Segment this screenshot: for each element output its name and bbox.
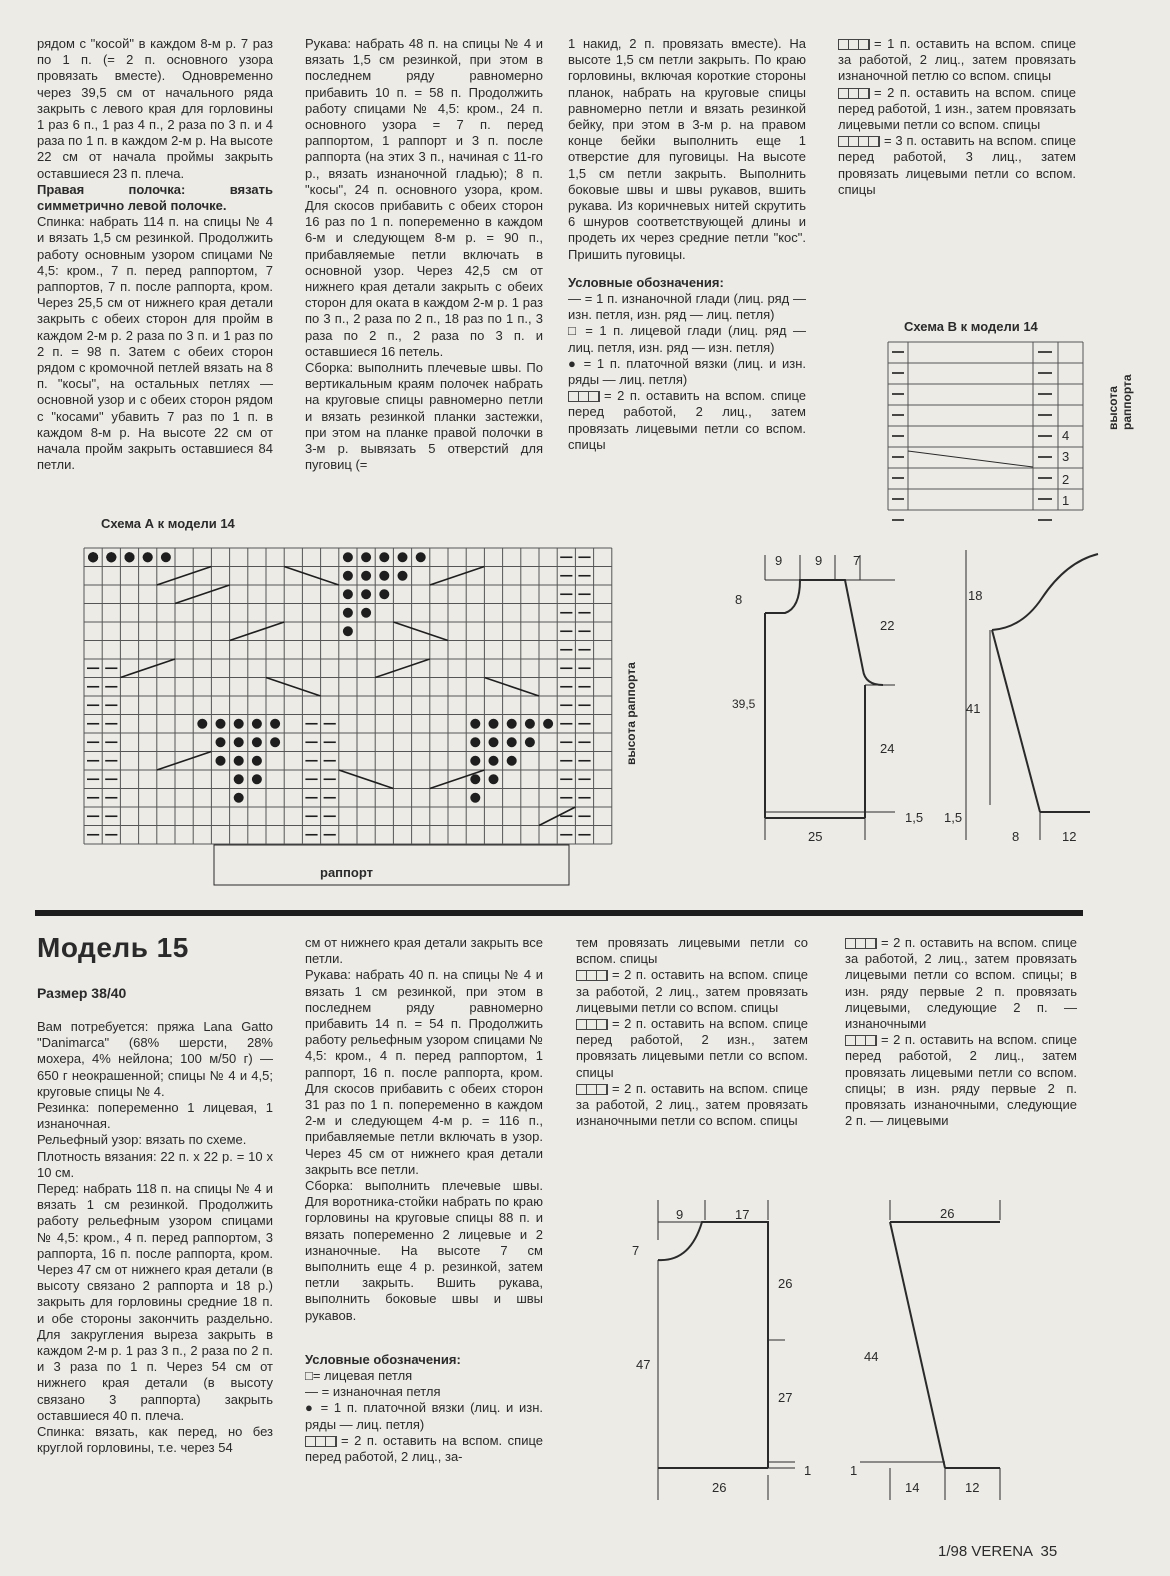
cable-symbol-icon	[576, 970, 608, 981]
pattern-14-body	[735, 550, 935, 830]
cable-symbol-icon	[838, 88, 870, 99]
garter-dot	[234, 774, 244, 784]
scheme-a-side-label: высота раппорта	[624, 662, 638, 765]
garter-dot	[361, 608, 371, 618]
dim-label: 1	[850, 1463, 858, 1478]
cable-symbol-icon	[305, 1436, 337, 1447]
paragraph: Вам потребуется: пряжа Lana Gatto "Danimarca" (68% шерсти, 28% мохера, 4% нейлона; 100 м/50 г) — 650 г неокрашенной; спицы № 4 и 4,5; круговые спицы № 4.	[37, 1019, 273, 1099]
paragraph: Рукава: набрать 48 п. на спицы № 4 и вязать 1,5 см резинкой, при этом в последнем ряду равномерно прибавить 10 п. = 58 п. Продолжить работу спицами № 4,5: кром., 24 п. основного узора = 7 п. перед раппортом, 1 раппорт и 3 п. после раппорта (на этих 3 п., начиная с 11-го р., вязать изнаночной гладью); 8 п. "косы", 24 п. основного узора, кром. Для скосов прибавить с обеих сторон 16 раз по 1 п. попеременно в каждом 6-м и следующем 8-м р. = 90 п., прибавляемые петли включать в основной узор. Через 42,5 см от нижнего края детали закрыть с обеих сторон для оката в каждом 2-м р. 1 раз по 3 п., 2 раза по 2 п., 18 раз по 1 п., 3 раза по 2 п., 2 раза по 3 п. и оставшиеся 16 петель.	[305, 36, 543, 359]
m15-column-3	[576, 935, 808, 1129]
scheme-a-chart	[84, 548, 644, 893]
cable-mark	[375, 659, 430, 678]
paragraph: 1 накид, 2 п. провязать вместе). На высоте 1,5 см петли закрыть. По краю горловины, включая короткие стороны планок, набрать на круговые спицы равномерно петли и вязать резинкой бейку, при этом в 3-м р. на правом конце бейки выполнить еще 1 отверстие для пуговицы. На высоте 1,5 см петли закрыть. Выполнить боковые швы и швы рукавов, вшить рукава. Из коричневых нитей скрутить 6 шнуров соответствующей длины и продеть их через средние петли "кос". Пришить пуговицы.	[568, 36, 806, 262]
garter-dot	[379, 571, 389, 581]
page-footer: 1/98 VERENA 35	[938, 1543, 1058, 1560]
paragraph: Резинка: попеременно 1 лицевая, 1 изнаночная.	[37, 1100, 273, 1132]
garter-dot	[234, 737, 244, 747]
cable-mark	[284, 567, 339, 586]
legend-item: — = 1 п. изнаночной глади (лиц. ряд — изн. петля, изн. ряд — лиц. петля)	[568, 291, 806, 323]
cable-mark	[266, 678, 321, 697]
dim-label: 9	[676, 1207, 684, 1222]
garter-dot	[543, 719, 553, 729]
legend-item: ● = 1 п. платочной вязки (лиц. и изн. ряды — лиц. петля)	[568, 355, 806, 388]
garter-dot	[489, 774, 499, 784]
scheme-b-title: Схема В к модели 14	[904, 319, 1038, 334]
cable-mark	[339, 770, 394, 789]
m15-column-4	[845, 935, 1077, 1129]
garter-dot	[234, 719, 244, 729]
garter-dot	[106, 552, 116, 562]
dim-label: 8	[1012, 829, 1020, 844]
cable-symbol-icon	[576, 1084, 608, 1095]
text-column-1	[37, 36, 273, 473]
m15-column-1	[37, 1019, 273, 1456]
dim-label: 9	[815, 553, 823, 568]
cable-symbol-icon	[845, 1035, 877, 1046]
pattern-15-sleeve	[860, 1200, 1020, 1520]
garter-dot	[507, 719, 517, 729]
garter-dot	[88, 552, 98, 562]
cable-mark	[430, 567, 485, 586]
scheme-b-row-3: 3	[1062, 449, 1070, 464]
dim-label: 25	[808, 829, 823, 844]
garter-dot	[343, 571, 353, 581]
paragraph: Рельефный узор: вязать по схеме.	[37, 1132, 247, 1148]
dim-label: 1,5	[944, 810, 963, 825]
cable-mark	[120, 659, 175, 678]
paragraph: см от нижнего края детали закрыть все петли.	[305, 935, 543, 967]
dim-label: 17	[735, 1207, 750, 1222]
dim-label: 44	[864, 1349, 879, 1364]
dim-label: 27	[778, 1390, 793, 1405]
legend-item: = 2 п. оставить на вспом. спице перед работой, 2 лиц., затем провязать лицевыми петли со вспом. спицы; в изн. ряду первые 2 п. провязать изнаночными, следующие 2 п. — лицевыми	[845, 1032, 1077, 1129]
legend-item: = 1 п. оставить на вспом. спице за работой, 2 лиц., затем провязать изнаночной петлю со вспом. спицы	[838, 36, 1076, 84]
dim-label: 1,5	[905, 810, 924, 825]
text-column-3	[568, 36, 806, 453]
pattern-15-body	[630, 1200, 830, 1520]
paragraph: Спинка: набрать 114 п. на спицы № 4 и вязать 1,5 см резинкой. Продолжить работу основным узором спицами № 4,5: кром., 7 п. перед раппортом, 7 раппортов, 7 п. после раппорта, кром. Через 25,5 см от нижнего края детали закрыть с обеих сторон для пройм в каждом 2-м р. 2 раза по 3 п. и 1 раз по 2 п. = 98 п. Затем с обеих сторон рядом с кромочной петлей вязать на 8 п. "косы", на остальных петлях — основной узор и с обеих сторон рядом с "косами" убавить 7 раз по 1 п. в каждом 8-м р. На высоте 22 см от начала пройм закрыть оставшиеся 84 петли.	[37, 214, 273, 473]
dim-label: 1	[804, 1463, 812, 1478]
cable-symbol-icon	[838, 136, 880, 147]
dim-label: 12	[1062, 829, 1077, 844]
size-title: Размер 38/40	[37, 985, 127, 1001]
garter-dot	[470, 737, 480, 747]
m15-column-2	[305, 935, 543, 1465]
cable-mark	[157, 567, 212, 586]
dim-label: 12	[965, 1480, 980, 1495]
legend-title: Условные обозначения:	[305, 1351, 461, 1367]
legend-item: ● = 1 п. платочной вязки (лиц. и изн. ряды — лиц. петля)	[305, 1400, 543, 1432]
garter-dot	[270, 737, 280, 747]
garter-dot	[470, 793, 480, 803]
garter-dot	[343, 589, 353, 599]
paragraph: тем провязать лицевыми петли со вспом. спицы	[576, 935, 808, 967]
garter-dot	[252, 719, 262, 729]
scheme-b-row-2: 2	[1062, 472, 1070, 487]
legend-item: = 2 п. оставить на вспом. спице за работой, 2 лиц., затем провязать изнаночными петли со вспом. спицы	[576, 1080, 808, 1129]
garter-dot	[216, 756, 226, 766]
garter-dot	[270, 719, 280, 729]
dim-label: 26	[778, 1276, 793, 1291]
garter-dot	[161, 552, 171, 562]
legend-item: — = изнаночная петля	[305, 1384, 441, 1400]
paragraph: Сборка: выполнить плечевые швы. Для воротника-стойки набрать по краю горловины на круговые спицы 88 п. и вязать попеременно 2 лицевые и 2 изнаночные. На высоте 7 см выполнить еще 4 р. резинкой, затем петли закрыть. Вшить рукава, выполнить боковые швы и швы рукавов.	[305, 1178, 543, 1323]
cable-symbol-icon	[576, 1019, 608, 1030]
paragraph: рядом с "косой" в каждом 8-м р. 7 раз по 1 п. (= 2 п. основного узора провязать вместе). Одновременно через 39,5 см от начального ряда закрыть с левого края для горловины 1 раз 6 п., 1 раз 4 п., 2 раза по 3 п. и 4 раза по 1 п. в каждом 2-м р. На высоте 22 см от начала проймы закрыть оставшиеся 23 п. плеча.	[37, 36, 273, 181]
legend-item: = 2 п. оставить на вспом. спице перед работой, 2 лиц., за-	[305, 1432, 543, 1465]
paragraph: Правая полочка: вязать симметрично левой полочке.	[37, 181, 273, 214]
paragraph: Перед: набрать 118 п. на спицы № 4 и вязать 1 см резинкой. Продолжить работу рельефным узором спицами № 4,5: кром., 4 п. перед раппортом, 3 раппорта, 16 п. после раппорта, кром. Через 47 см от нижнего края детали (в высоту связано 2 раппорта и 18 р.) закрыть для горловины средние 18 п. и обе стороны закончить раздельно. Для закругления выреза закрыть в каждом 2-м р. 1 раз 3 п., 2 раза по 2 п. и 3 раза по 1 п. Через 54 см от нижнего края детали (в высоту связано 3 раппорта) закрыть оставшиеся 40 п. плеча.	[37, 1181, 273, 1423]
garter-dot	[343, 552, 353, 562]
text-column-2	[305, 36, 543, 473]
legend-item: = 2 п. оставить на вспом. спице перед работой, 2 лиц., затем провязать лицевыми петли со вспом. спицы	[568, 388, 806, 452]
legend-item: □ = 1 п. лицевой глади (лиц. ряд — лиц. петля, изн. ряд — изн. петля)	[568, 323, 806, 355]
paragraph: Плотность вязания: 22 п. х 22 р. = 10 х 10 см.	[37, 1148, 273, 1180]
dim-label: 26	[712, 1480, 727, 1495]
paragraph: Сборка: выполнить плечевые швы. По вертикальным краям полочек набрать на круговые спицы равномерно петли и вязать резинкой планки застежки, при этом на планке правой полочки в 3-м р. вывязать 5 отверстий для пуговиц (=	[305, 360, 543, 473]
garter-dot	[234, 793, 244, 803]
garter-dot	[234, 756, 244, 766]
garter-dot	[343, 626, 353, 636]
garter-dot	[216, 719, 226, 729]
garter-dot	[379, 589, 389, 599]
scheme-a-title: Схема А к модели 14	[101, 516, 235, 531]
garter-dot	[252, 756, 262, 766]
model-title: Модель 15	[37, 932, 189, 963]
garter-dot	[398, 571, 408, 581]
dim-label: 26	[940, 1206, 955, 1221]
scheme-b-row-1: 1	[1062, 493, 1070, 508]
garter-dot	[343, 608, 353, 618]
scheme-a-bottom-label: раппорт	[320, 865, 373, 880]
garter-dot	[252, 737, 262, 747]
garter-dot	[398, 552, 408, 562]
cable-symbol-icon	[845, 938, 877, 949]
garter-dot	[470, 719, 480, 729]
dim-label: 18	[968, 588, 983, 603]
dim-label: 39,5	[732, 697, 756, 711]
cable-mark	[393, 622, 448, 641]
cable-mark	[157, 752, 212, 771]
scheme-b-chart	[888, 342, 1088, 512]
dim-label: 7	[632, 1243, 640, 1258]
garter-dot	[361, 571, 371, 581]
garter-dot	[197, 719, 207, 729]
cable-mark	[484, 678, 539, 697]
garter-dot	[216, 737, 226, 747]
garter-dot	[252, 774, 262, 784]
garter-dot	[361, 589, 371, 599]
dim-label: 41	[966, 701, 981, 716]
garter-dot	[470, 756, 480, 766]
scheme-b-side-label: высота раппорта	[1106, 374, 1134, 430]
garter-dot	[489, 737, 499, 747]
garter-dot	[379, 552, 389, 562]
text-column-4	[838, 36, 1076, 198]
legend-item: = 3 п. оставить на вспом. спице перед работой, 3 лиц., затем провязать лицевыми петли со вспом. спицы	[838, 133, 1076, 197]
legend-title: Условные обозначения:	[568, 274, 724, 290]
legend-item: = 2 п. оставить на вспом. спице за работой, 2 лиц., затем провязать лицевыми петли со вспом. спицы; в изн. ряду первые 2 п. провязать лицевыми, следующие 2 п. — изнаночными	[845, 935, 1077, 1032]
paragraph: Рукава: набрать 40 п. на спицы № 4 и вязать 1 см резинкой, при этом в последнем ряду равномерно прибавить 14 п. = 54 п. Продолжить работу рельефным узором спицами № 4,5: кром., 4 п. перед раппортом, 1 раппорт, 16 п. после раппорта, кром. Для скосов прибавить с обеих сторон 31 раз по 1 п. попеременно в каждом 2-м и следующем 4-м р. = 116 п., прибавляемые петли включать в узор. Через 45 см от нижнего края детали закрыть все петли.	[305, 967, 543, 1177]
dim-label: 8	[735, 592, 743, 607]
cable-symbol-icon	[838, 39, 870, 50]
garter-dot	[143, 552, 153, 562]
pattern-14-sleeve	[960, 550, 1110, 845]
section-divider	[35, 910, 1083, 916]
garter-dot	[489, 719, 499, 729]
dim-label: 14	[905, 1480, 920, 1495]
garter-dot	[489, 756, 499, 766]
garter-dot	[525, 737, 535, 747]
legend-item: = 2 п. оставить на вспом. спице за работой, 2 лиц., затем провязать лицевыми петли со вспом. спицы	[576, 967, 808, 1015]
garter-dot	[416, 552, 426, 562]
dim-label: 7	[853, 553, 861, 568]
scheme-b-row-4: 4	[1062, 428, 1070, 443]
garter-dot	[507, 756, 517, 766]
garter-dot	[470, 774, 480, 784]
paragraph: Спинка: вязать, как перед, но без круглой горловины, т.е. через 54	[37, 1424, 273, 1456]
legend-item: □= лицевая петля	[305, 1368, 413, 1384]
garter-dot	[125, 552, 135, 562]
garter-dot	[525, 719, 535, 729]
legend-item: = 2 п. оставить на вспом. спице перед работой, 1 изн., затем провязать лицевыми петли со вспом. спицы	[838, 84, 1076, 133]
dim-label: 47	[636, 1357, 651, 1372]
dim-label: 24	[880, 741, 895, 756]
garter-dot	[507, 737, 517, 747]
cable-mark	[230, 622, 285, 641]
dim-label: 22	[880, 618, 895, 633]
cable-mark	[175, 585, 230, 604]
cable-symbol-icon	[568, 391, 600, 402]
legend-item: = 2 п. оставить на вспом. спице перед работой, 2 изн., затем провязать лицевыми петли со вспом. спицы	[576, 1016, 808, 1080]
dim-label: 9	[775, 553, 783, 568]
garter-dot	[361, 552, 371, 562]
